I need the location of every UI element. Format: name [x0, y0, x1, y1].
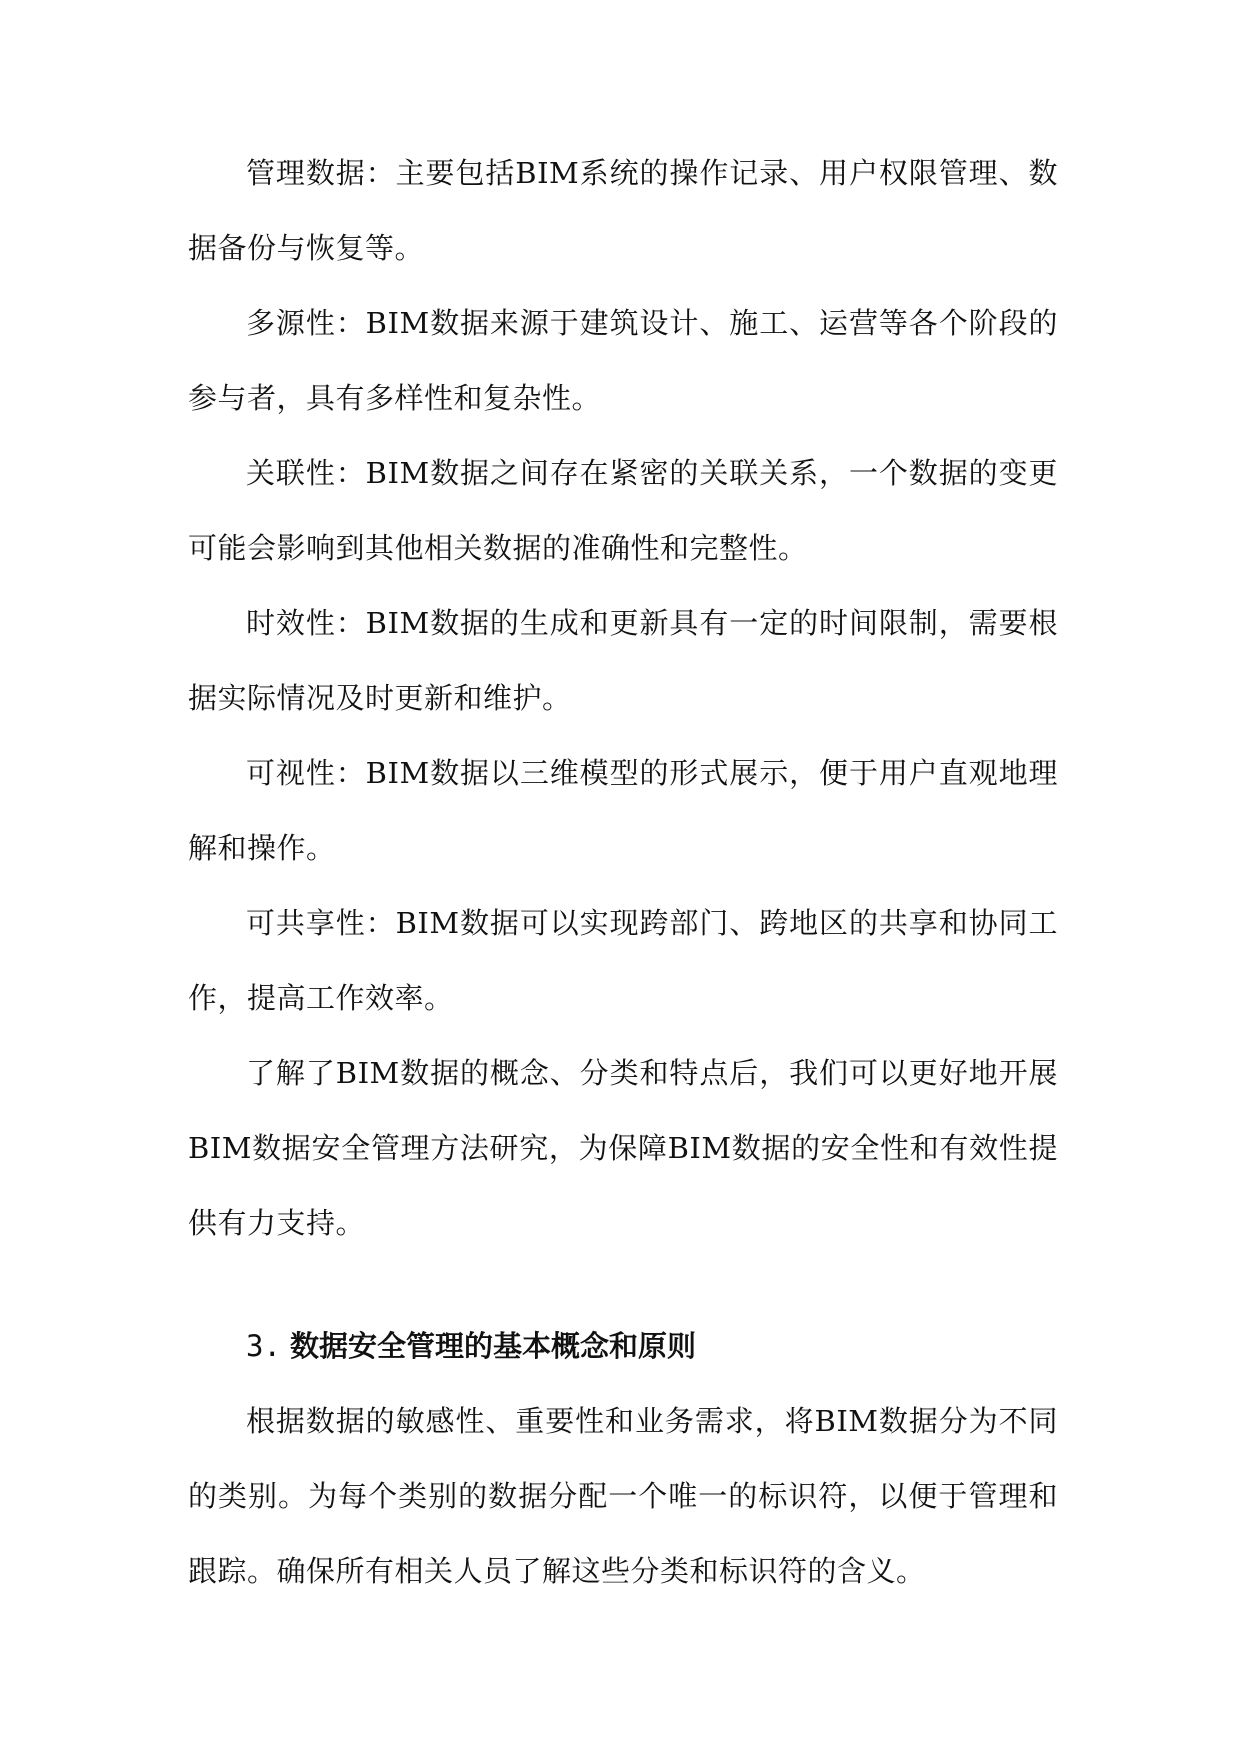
paragraph-multi-source: 多源性：BIM数据来源于建筑设计、施工、运营等各个阶段的参与者，具有多样性和复杂性。: [188, 306, 1058, 415]
section-title: 数据安全管理的基本概念和原则: [290, 1329, 697, 1363]
paragraph-relevance: 关联性：BIM数据之间存在紧密的关联关系，一个数据的变更可能会影响到其他相关数据的准确性和完整性。: [188, 456, 1058, 565]
paragraph-visibility: 可视性：BIM数据以三维模型的形式展示，便于用户直观地理解和操作。: [188, 756, 1058, 865]
section-number: 3.: [246, 1329, 281, 1363]
paragraph-timeliness: 时效性：BIM数据的生成和更新具有一定的时间限制，需要根据实际情况及时更新和维护。: [188, 606, 1058, 715]
paragraph-management-data: 管理数据：主要包括BIM系统的操作记录、用户权限管理、数据备份与恢复等。: [188, 156, 1058, 265]
paragraph-summary: 了解了BIM数据的概念、分类和特点后，我们可以更好地开展BIM数据安全管理方法研究，为保障BIM数据的安全性和有效性提供有力支持。: [188, 1056, 1058, 1240]
paragraph-classification: 根据数据的敏感性、重要性和业务需求，将BIM数据分为不同的类别。为每个类别的数据分配一个唯一的标识符，以便于管理和跟踪。确保所有相关人员了解这些分类和标识符的含义。: [188, 1404, 1058, 1588]
paragraph-shareability: 可共享性：BIM数据可以实现跨部门、跨地区的共享和协同工作，提高工作效率。: [188, 906, 1058, 1015]
document-page: [188, 136, 1058, 1609]
section-heading: [188, 1309, 1058, 1384]
